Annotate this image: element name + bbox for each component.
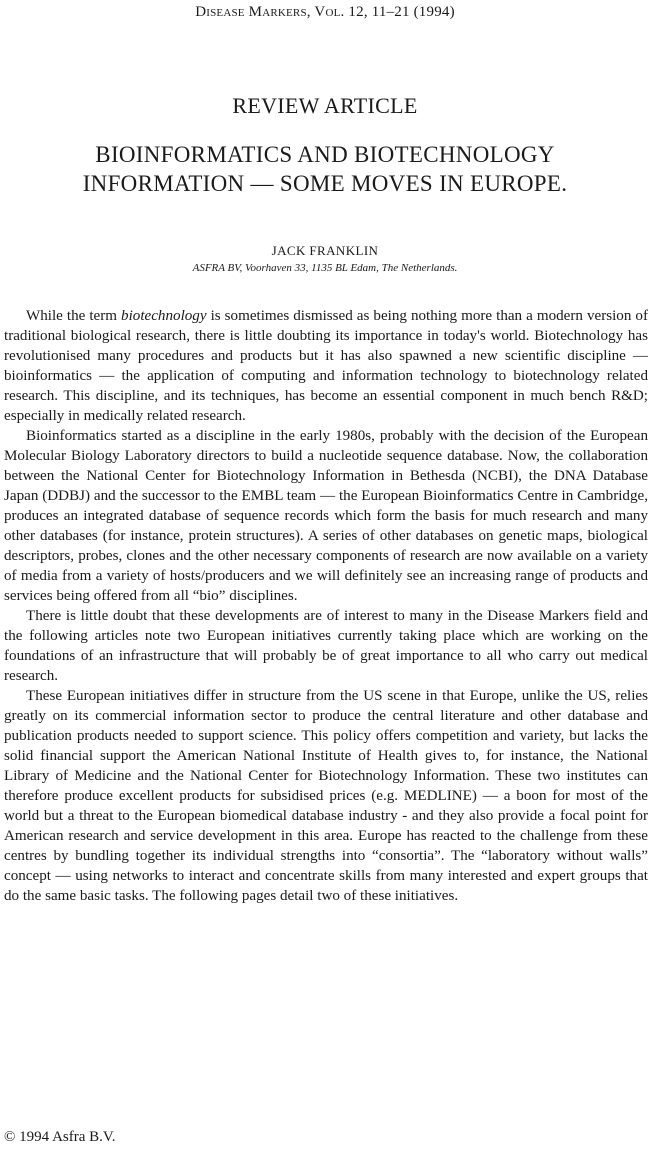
paragraph-3: There is little doubt that these developments are of interest to many in the Disease Markers field and the following articles note two European initiatives currently taking place which are working on the foundations of an infrastructure that will probably be of great importance to all who carry out medical research. bbox=[4, 608, 648, 684]
article-body bbox=[4, 306, 648, 906]
running-head bbox=[0, 4, 650, 21]
paragraph-2: Bioinformatics started as a discipline in the early 1980s, probably with the decision of the European Molecular Biology Laboratory directors to build a nucleotide sequence database. Now, the collaboration between the National Center for Biotechnology Information in Bethesda (NCBI), the DNA Database Japan (DDBJ) and the successor to the EMBL team — the European Bioinformatics Centre in Cambridge, produces an integrated database of sequence records which form the basis for much research and many other databases (for instance, protein structures). A series of other databases on genetic maps, biological descriptors, probes, clones and the other necessary components of research are now available on a variety of media from a variety of hosts/producers and we will definitely see an increasing range of products and services being offered from all “bio” disciplines. bbox=[4, 428, 648, 604]
article-type: REVIEW ARTICLE bbox=[232, 93, 418, 118]
volume-pages: 12, 11–21 (1994) bbox=[348, 4, 455, 20]
author-name: JACK FRANKLIN bbox=[271, 243, 379, 258]
paragraph-1-start: While the term bbox=[26, 308, 122, 324]
article-title bbox=[0, 140, 650, 198]
paragraph-4: These European initiatives differ in structure from the US scene in that Europe, unlike the US, relies greatly on its commercial information sector to produce the central literature and other database and publication products needed to support science. This policy offers competition and variety, but lacks the solid financial support the American National Institute of Health gives to, for instance, the National Library of Medicine and the National Center for Biotechnology Information. These two institutes can therefore produce excellent products for subsidised prices (e.g. MEDLINE) — a boon for most of the world but a threat to the European biomedical database industry - and they also provide a focal point for American research and service development in this area. Europe has reacted to the challenge from these centres by bundling together its individual strengths into “consortia”. The “laboratory without walls” concept — using networks to interact and concentrate skills from many interested and expert groups that do the same basic tasks. The following pages detail two of these initiatives. bbox=[4, 688, 648, 904]
emphasis-biotechnology: biotechnology bbox=[121, 308, 207, 324]
paragraph-1-rest: is sometimes dismissed as being nothing more than a modern version of traditional biological research, there is little doubting its importance in today's world. Biotechnology has revolutionised many procedures and products but it has also spawned a new scientific discipline — bioinformatics — the application of computing and information technology to biotechnology related research. This discipline, and its techniques, has become an essential component in much bench R&D; especially in medically related research. bbox=[4, 308, 648, 424]
author-affiliation: ASFRA BV, Voorhaven 33, 1135 BL Edam, The Netherlands. bbox=[192, 262, 458, 274]
title-line-2: INFORMATION — SOME MOVES IN EUROPE. bbox=[82, 171, 568, 196]
paragraph-1 bbox=[4, 306, 648, 426]
title-line-1: BIOINFORMATICS AND BIOTECHNOLOGY bbox=[95, 142, 555, 167]
copyright-footer: © 1994 Asfra B.V. bbox=[4, 1129, 116, 1145]
journal-name: Disease Markers, Vol. bbox=[195, 4, 345, 20]
